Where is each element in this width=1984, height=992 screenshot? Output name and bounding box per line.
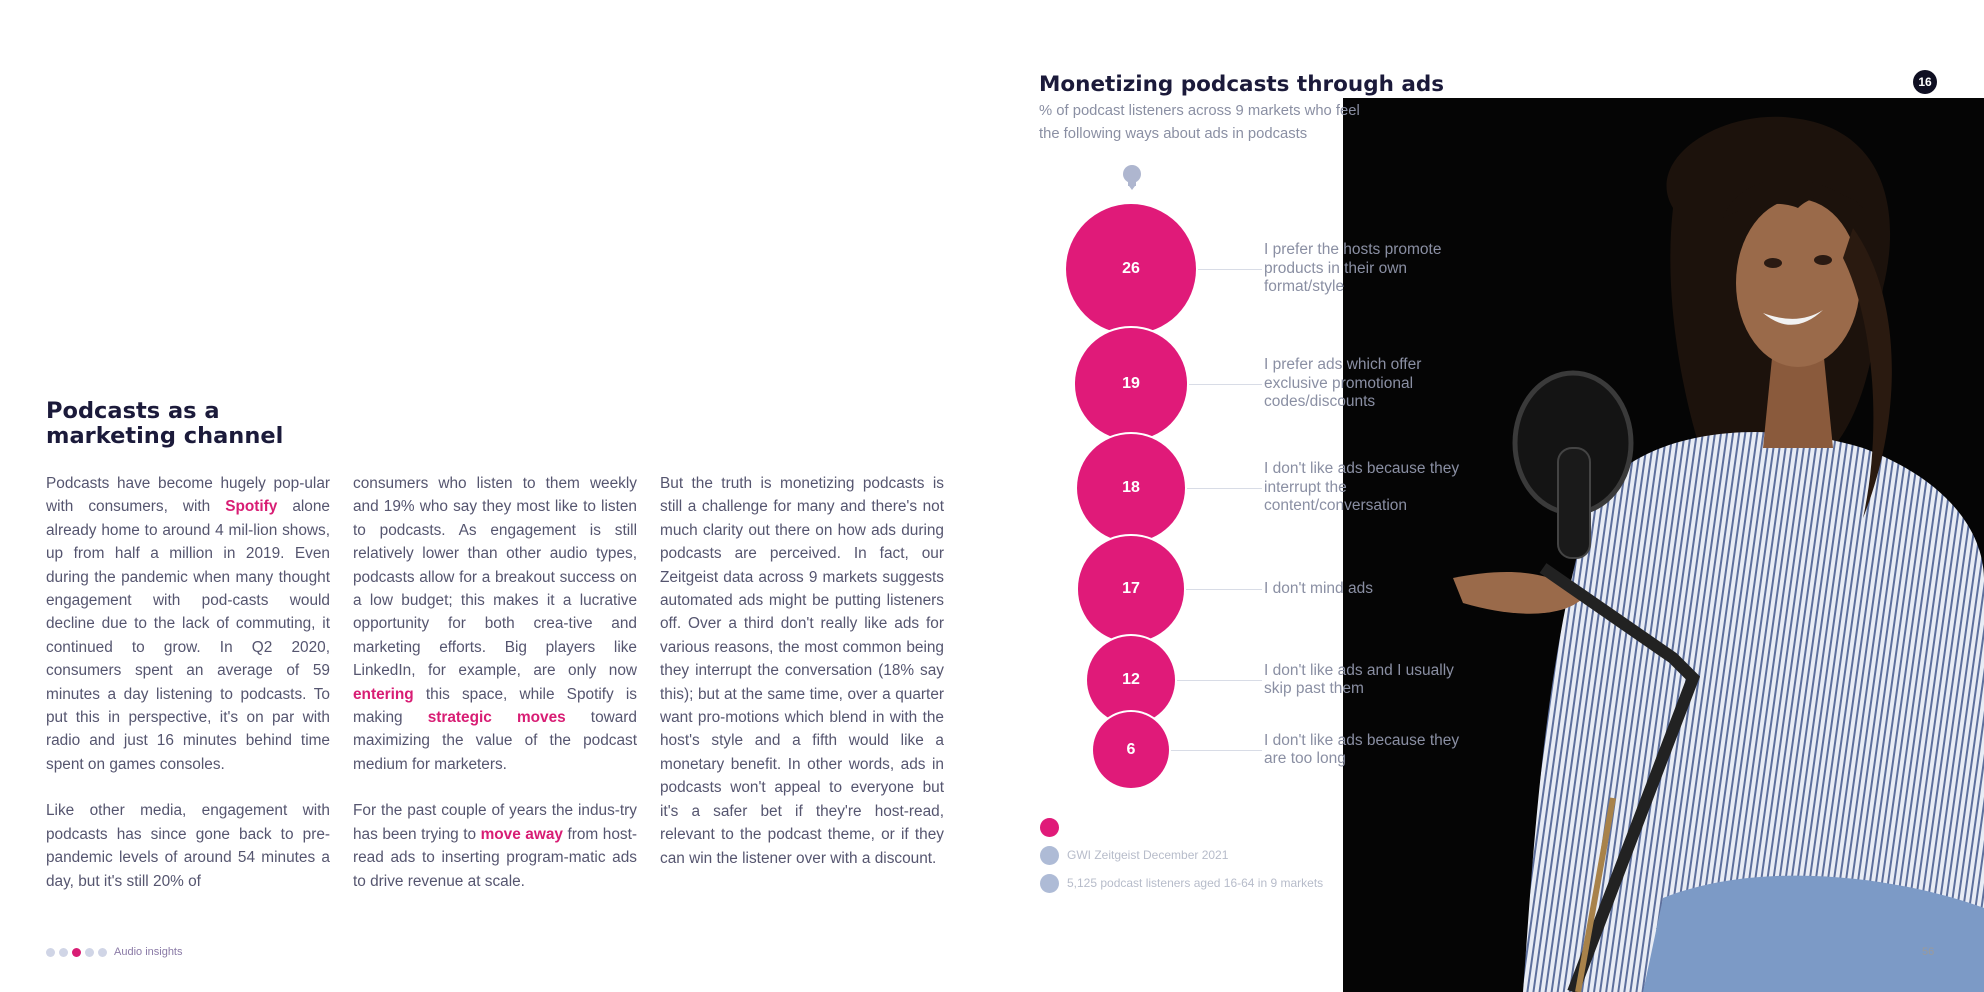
bubble-label: I don't like ads because they interrupt the content/conversation — [1264, 460, 1460, 515]
bubble-leader-line — [1196, 269, 1262, 270]
base-icon — [1040, 874, 1059, 893]
paragraph: For the past couple of years the indus-try has been trying to move away from host-read ads to inserting program-matic ads to drive revenue at scale. — [353, 802, 637, 890]
page-number: 56 — [1922, 946, 1935, 958]
bubble-label: I don't like ads and I usually skip past them — [1264, 661, 1454, 697]
page-badge-number: 16 — [1918, 75, 1932, 89]
paragraph: But the truth is monetizing podcasts is still a challenge for many and there's not much clarity out there on how ads during podcasts are perceived. In fact, our Zeitgeist data across 9 markets suggests automated ads might be putting listeners off. Over a third don't really like ads for various reasons, the most common being they interrupt the conversation (18% say this); but at the same time, over a quarter want pro-motions which blend in with the host's style and a fifth would like a monetary benefit. In other words, ads in podcasts won't appeal to everyone but it's a safer bet if they're host-read, relevant to the podcast theme, or if they can win the listener over with a discount. — [660, 475, 944, 867]
bubble-leader-line — [1169, 750, 1262, 751]
paragraph: Podcasts have become hugely pop-ular with consumers, with Spotify alone already home to around 4 mil-lion shows, up from half a million in 2019. Even during the pandemic when many thought engagement with pod-casts would decline due to the lack of commuting, it continued to grow. In Q2 2020, consumers spent an average of 59 minutes a day listening to podcasts. To put this in perspective, it's on par with radio and just 16 minutes behind time spent on games consoles. — [46, 475, 330, 773]
source-icon — [1040, 846, 1059, 865]
bubble-value: 12 — [1087, 636, 1175, 724]
bubble-value: 26 — [1066, 204, 1196, 334]
paragraph: Like other media, engagement with podcasts has since gone back to pre-pandemic levels of around 54 minutes a day, but it's still 20% of — [46, 802, 330, 890]
bubble-label: I prefer the hosts promote products in their own format/style — [1264, 241, 1442, 296]
section-title-line1: Podcasts as a — [46, 398, 220, 424]
bubble-leader-line — [1184, 589, 1262, 590]
strategic-moves-link[interactable]: strategic moves — [427, 709, 566, 727]
legend-pink-dot — [1040, 818, 1059, 837]
bubble-leader-line — [1185, 488, 1262, 489]
bubble-leader-line — [1175, 680, 1262, 681]
bubble-value: 19 — [1075, 328, 1186, 439]
paragraph: consumers who listen to them weekly and 19% who say they most like to listen to podcasts. As engagement is still relatively lower than other audio types, podcasts allow for a breakout success on a low budget; this makes it a lucrative opportunity for both crea-tive and marketing efforts. Big players like LinkedIn, for example, are only now entering this space, while Spotify is making strategic moves toward maximizing the value of the podcast medium for marketers. — [353, 475, 637, 773]
chart-title: Monetizing podcasts through ads — [1039, 72, 1445, 97]
section-title-line2: marketing channel — [46, 422, 284, 449]
footer-section-label[interactable]: Audio insights — [114, 946, 183, 958]
source-label: GWI Zeitgeist December 2021 — [1067, 848, 1229, 862]
move-away-link[interactable]: move away — [480, 825, 563, 843]
bubble-label: I prefer ads which offer exclusive promotional codes/discounts — [1264, 356, 1422, 411]
chart-subtitle: % of podcast listeners across 9 markets who feel the following ways about ads in podcasts — [1039, 103, 1360, 142]
bubble-value: 17 — [1078, 536, 1183, 641]
entering-link[interactable]: entering — [353, 685, 414, 703]
bubble-leader-line — [1187, 384, 1262, 385]
spotify-link[interactable]: Spotify — [225, 498, 278, 516]
bubble-value: 6 — [1093, 712, 1169, 788]
base-label: 5,125 podcast listeners aged 16-64 in 9 markets — [1067, 876, 1324, 890]
bubble-value: 18 — [1077, 434, 1185, 542]
bubble-label: I don't mind ads — [1264, 579, 1373, 597]
bubble-label: I don't like ads because they are too long — [1264, 731, 1460, 767]
